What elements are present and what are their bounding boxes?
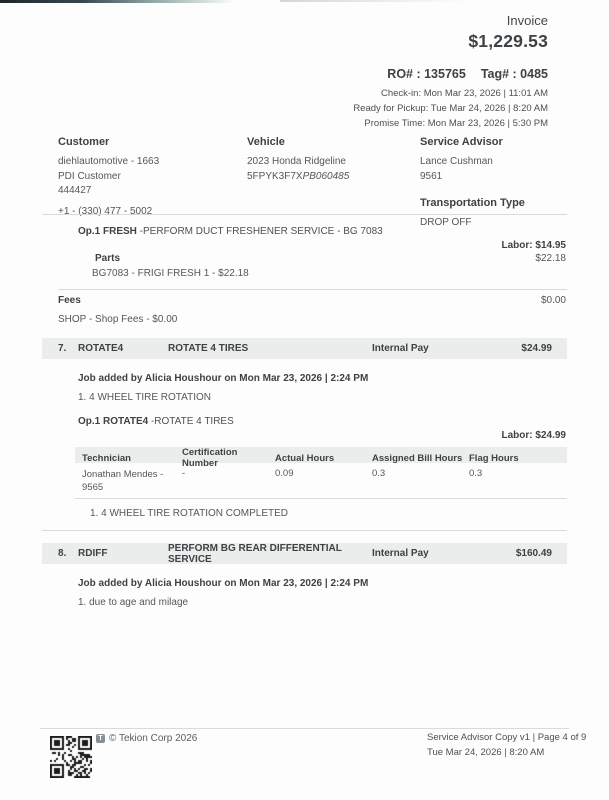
job7-opcode: ROTATE4 bbox=[78, 343, 124, 354]
vehicle-model: 2023 Honda Ridgeline bbox=[247, 156, 346, 167]
qr-code bbox=[50, 736, 92, 778]
customer-title: Customer bbox=[58, 136, 110, 148]
job7-op-desc: -ROTATE 4 TIRES bbox=[148, 416, 234, 427]
technician-assigned-hours: 0.3 bbox=[372, 468, 386, 479]
checkin-date: Check-in: Mon Mar 23, 2026 | 11:01 AM bbox=[380, 88, 548, 99]
col-actual-hours: Actual Hours bbox=[275, 452, 335, 464]
open-op-line bbox=[78, 226, 567, 237]
parts-total: $22.18 bbox=[535, 253, 566, 264]
vin-prefix: 5FPYK3F7X bbox=[247, 170, 303, 182]
job8-added-by: Job added by Alicia Houshour on Mon Mar 23, 2026 | 2:24 PM bbox=[78, 578, 369, 589]
technician-actual-hours: 0.09 bbox=[275, 468, 294, 479]
customer-name: diehlautomotive - 1663 bbox=[58, 156, 160, 167]
col-flag-hours: Flag Hours bbox=[469, 452, 519, 464]
tekion-logo-icon: T bbox=[96, 734, 105, 743]
customer-type: PDI Customer bbox=[58, 170, 121, 182]
technician-table bbox=[75, 447, 567, 499]
document-type-label: Invoice bbox=[506, 13, 548, 28]
fee-line-item: SHOP - Shop Fees - $0.00 bbox=[58, 314, 178, 325]
open-op-code: Op.1 FRESH bbox=[78, 226, 137, 237]
copyright-text: © Tekion Corp 2026 bbox=[109, 733, 198, 744]
scan-artifact-top-left bbox=[0, 0, 235, 3]
job8-opcode: RDIFF bbox=[78, 548, 108, 559]
ro-number: RO# : 135765 bbox=[387, 67, 466, 81]
header-dates bbox=[353, 86, 548, 131]
job7-pay-type: Internal Pay bbox=[372, 343, 429, 354]
vehicle-title: Vehicle bbox=[247, 136, 285, 148]
job7-number: 7. bbox=[58, 343, 67, 354]
technician-table-row bbox=[75, 463, 567, 498]
copy-version-page: Service Advisor Copy v1 | Page 4 of 9 bbox=[427, 732, 587, 743]
job8-meta bbox=[78, 578, 567, 608]
parts-fees-divider bbox=[58, 289, 567, 290]
fees-row bbox=[42, 295, 567, 306]
parts-row bbox=[42, 253, 567, 264]
technician-cert: - bbox=[182, 468, 186, 479]
advisor-name: Lance Cushman bbox=[420, 156, 493, 167]
job8-amount: $160.49 bbox=[515, 548, 552, 559]
job7-amount: $24.99 bbox=[521, 343, 552, 354]
footer-page-info bbox=[427, 731, 586, 760]
job7-story: 1. 4 WHEEL TIRE ROTATION COMPLETED bbox=[90, 508, 288, 519]
table-bottom-divider bbox=[75, 498, 567, 499]
promise-time-date: Promise Time: Mon Mar 23, 2026 | 5:30 PM bbox=[364, 118, 548, 129]
job8-number: 8. bbox=[58, 548, 67, 559]
ro-tag-line bbox=[353, 67, 548, 81]
print-timestamp: Tue Mar 24, 2026 | 8:20 AM bbox=[427, 746, 545, 758]
parts-label: Parts bbox=[95, 253, 121, 264]
customer-phone: +1 - (330) 477 - 5002 bbox=[58, 205, 153, 217]
col-certification-number: Certification Number bbox=[182, 447, 238, 469]
scan-artifact-top-mid bbox=[280, 0, 470, 2]
col-assigned-bill-hours: Assigned Bill Hours bbox=[372, 452, 463, 464]
fees-label: Fees bbox=[58, 295, 81, 306]
job7-end-divider bbox=[42, 530, 567, 531]
fees-total: $0.00 bbox=[540, 295, 566, 306]
copyright-line bbox=[96, 733, 197, 744]
job7-op-code: Op.1 ROTATE4 bbox=[78, 416, 149, 427]
job7-labor: Labor: $24.99 bbox=[501, 430, 566, 441]
advisor-number: 9561 bbox=[420, 170, 443, 182]
customer-number: 444427 bbox=[58, 185, 92, 196]
job8-pay-type: Internal Pay bbox=[372, 548, 429, 559]
job-row-8 bbox=[42, 543, 567, 564]
technician-name: Jonathan Mendes - 9565 bbox=[82, 469, 164, 493]
section-divider bbox=[42, 214, 567, 215]
tag-number: Tag# : 0485 bbox=[480, 67, 548, 81]
job8-description: PERFORM BG REAR DIFFERENTIAL SERVICE bbox=[168, 542, 342, 565]
transport-title: Transportation Type bbox=[420, 197, 525, 209]
footer-divider bbox=[40, 728, 569, 729]
job7-description: ROTATE 4 TIRES bbox=[168, 343, 249, 354]
invoice-header bbox=[353, 13, 548, 131]
job7-op-line bbox=[78, 416, 567, 427]
vehicle-vin bbox=[247, 170, 420, 185]
ready-for-pickup-date: Ready for Pickup: Tue Mar 24, 2026 | 8:20 AM bbox=[353, 103, 548, 114]
technician-table-header bbox=[75, 447, 567, 469]
open-op-desc: -PERFORM DUCT FRESHENER SERVICE - BG 7083 bbox=[136, 226, 383, 237]
open-op-labor: Labor: $14.95 bbox=[501, 240, 566, 251]
invoice-body bbox=[42, 214, 567, 608]
job7-meta bbox=[78, 373, 567, 427]
transport-value: DROP OFF bbox=[420, 217, 472, 228]
job7-concern: 1. 4 WHEEL TIRE ROTATION bbox=[78, 392, 211, 403]
invoice-total-amount: $1,229.53 bbox=[468, 31, 548, 51]
job-row-7 bbox=[42, 338, 567, 359]
technician-flag-hours: 0.3 bbox=[469, 468, 483, 479]
job8-concern: 1. due to age and milage bbox=[78, 597, 189, 608]
job7-added-by: Job added by Alicia Houshour on Mon Mar 23, 2026 | 2:24 PM bbox=[78, 373, 369, 384]
advisor-title: Service Advisor bbox=[420, 136, 503, 148]
part-line-item: BG7083 - FRIGI FRESH 1 - $22.18 bbox=[92, 268, 249, 279]
col-technician: Technician bbox=[82, 452, 131, 464]
vin-suffix: PB060485 bbox=[302, 170, 350, 182]
